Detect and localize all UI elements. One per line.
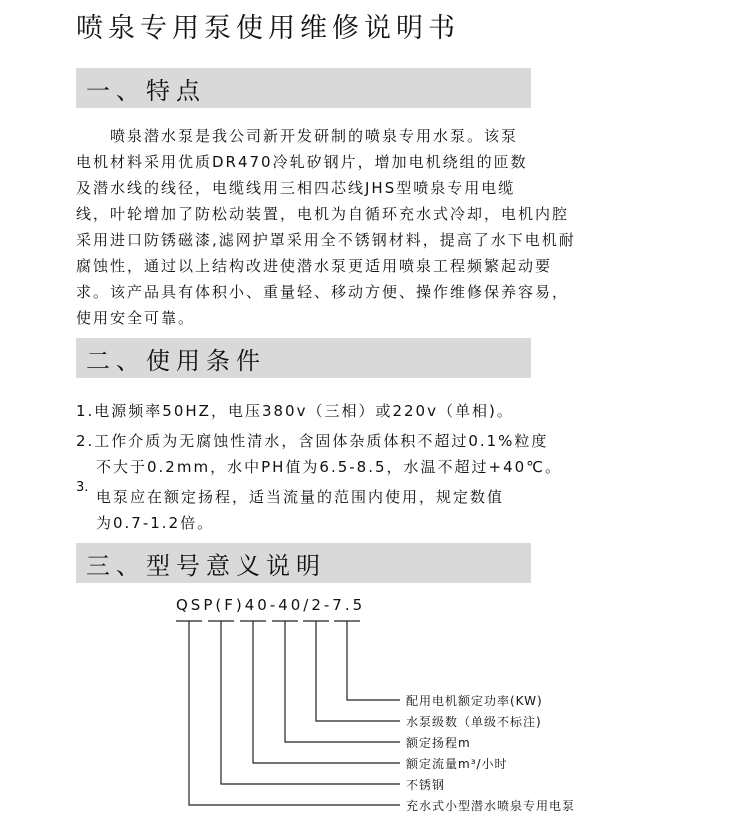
condition-2-line-2: 不大于0.2mm，水中PH值为6.5-8.5，水温不超过+40℃。 [96,458,563,476]
model-code: QSP(F)40-40/2-7.5 [176,596,366,614]
paragraph-line: 及潜水线的线径，电缆线用三相四芯线JHS型喷泉专用电缆 [76,179,516,197]
legend-head: 额定扬程m [406,736,471,750]
condition-3-line-2: 为0.7-1.2倍。 [96,514,215,532]
leader-head [285,621,400,742]
paragraph-line: 电机材料采用优质DR470冷轧矽钢片，增加电机绕组的匝数 [76,153,528,171]
legend-stainless: 不锈钢 [406,778,446,792]
legend-stages: 水泵级数（单级不标注) [406,715,542,729]
page-title: 喷泉专用泵使用维修说明书 [76,13,460,44]
leader-stages [316,621,400,721]
section-heading: 二、使用条件 [86,347,266,375]
paragraph-line: 使用安全可靠。 [76,309,196,327]
condition-3-number: 3. [76,480,89,495]
condition-1: 1.电源频率50HZ，电压380v（三相）或220v（单相)。 [76,402,514,420]
leader-stainless [221,621,400,784]
paragraph-line: 腐蚀性，通过以上结构改进使潜水泵更适用喷泉工程频繁起动要 [76,257,553,275]
legend-power: 配用电机额定功率(KW) [406,694,543,708]
condition-3-line-1: 电泵应在额定扬程，适当流量的范围内使用，规定数值 [96,488,505,506]
paragraph-line: 线，叶轮增加了防松动装置，电机为自循环充水式冷却，电机内腔 [76,205,570,223]
paragraph-line: 采用进口防锈磁漆,滤网护罩采用全不锈钢材料，提高了水下电机耐 [76,231,576,249]
paragraph-line: 求。该产品具有体积小、重量轻、移动方便、操作维修保养容易， [76,283,570,301]
paragraph-line: 喷泉潜水泵是我公司新开发研制的喷泉专用水泵。该泵 [110,127,519,145]
condition-2-line-1: 2.工作介质为无腐蚀性清水，含固体杂质体积不超过0.1%粒度 [76,432,549,450]
legend-flow: 额定流量m³/小时 [406,757,508,771]
legend-type: 充水式小型潜水喷泉专用电泵 [406,799,576,813]
section-heading: 三、型号意义说明 [86,552,326,580]
section-heading: 一、特点 [86,77,206,105]
leader-power [347,621,400,700]
